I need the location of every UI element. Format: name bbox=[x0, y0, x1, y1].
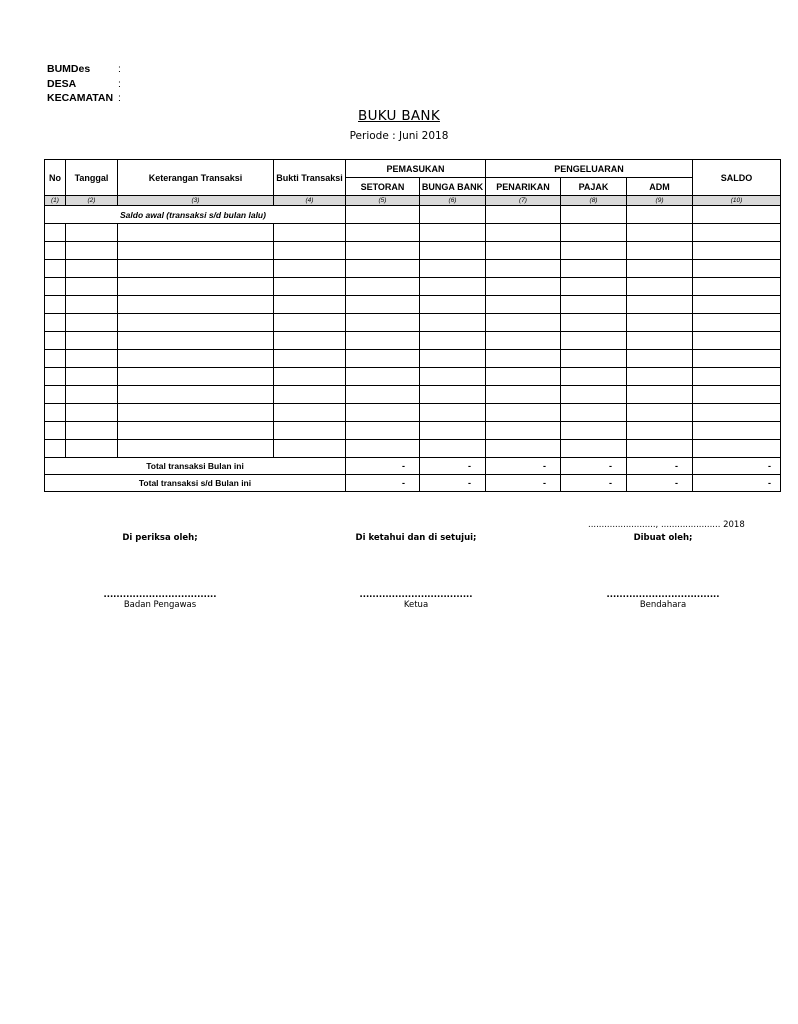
col-index: (7) bbox=[486, 196, 561, 206]
table-cell bbox=[346, 296, 420, 314]
table-cell bbox=[693, 278, 781, 296]
document-period: Periode : Juni 2018 bbox=[349, 130, 449, 142]
table-cell bbox=[486, 278, 561, 296]
col-header-penarikan: PENARIKAN bbox=[486, 178, 561, 196]
table-cell bbox=[45, 278, 66, 296]
table-cell bbox=[346, 440, 420, 458]
table-cell bbox=[274, 440, 346, 458]
table-cell bbox=[45, 350, 66, 368]
table-row bbox=[45, 260, 781, 278]
total-value: - bbox=[693, 475, 781, 492]
signature-line: ................................... bbox=[359, 590, 473, 600]
table-cell bbox=[66, 314, 118, 332]
table-cell bbox=[45, 404, 66, 422]
table-row bbox=[45, 422, 781, 440]
cell bbox=[486, 206, 561, 224]
table-cell bbox=[346, 314, 420, 332]
col-index: (3) bbox=[118, 196, 274, 206]
table-cell bbox=[486, 350, 561, 368]
table-cell bbox=[561, 278, 627, 296]
table-cell bbox=[274, 350, 346, 368]
table-cell bbox=[66, 224, 118, 242]
col-index: (1) bbox=[45, 196, 66, 206]
table-cell bbox=[420, 260, 486, 278]
table-cell bbox=[118, 314, 274, 332]
col-index: (10) bbox=[693, 196, 781, 206]
cell bbox=[627, 206, 693, 224]
document-title: BUKU BANK bbox=[358, 108, 440, 124]
table-cell bbox=[561, 260, 627, 278]
table-cell bbox=[486, 386, 561, 404]
table-cell bbox=[66, 242, 118, 260]
col-header-keterangan: Keterangan Transaksi bbox=[118, 160, 274, 196]
field-label: KECAMATAN bbox=[47, 92, 114, 104]
total-value: - bbox=[627, 458, 693, 475]
table-row bbox=[45, 296, 781, 314]
table-cell bbox=[274, 224, 346, 242]
table-cell bbox=[561, 368, 627, 386]
table-cell bbox=[118, 242, 274, 260]
table-cell bbox=[346, 368, 420, 386]
table-cell bbox=[627, 224, 693, 242]
table-row bbox=[45, 386, 781, 404]
table-cell bbox=[66, 404, 118, 422]
table-cell bbox=[693, 386, 781, 404]
table-cell bbox=[420, 386, 486, 404]
table-cell bbox=[627, 440, 693, 458]
table-cell bbox=[66, 368, 118, 386]
table-cell bbox=[274, 332, 346, 350]
table-cell bbox=[346, 332, 420, 350]
signature-block-bendahara bbox=[583, 533, 743, 610]
table-cell bbox=[66, 386, 118, 404]
table-cell bbox=[693, 242, 781, 260]
table-cell bbox=[66, 260, 118, 278]
table-cell bbox=[274, 278, 346, 296]
table-cell bbox=[118, 404, 274, 422]
signature-block-ketua bbox=[336, 533, 496, 610]
table-cell bbox=[561, 224, 627, 242]
col-header-adm: ADM bbox=[627, 178, 693, 196]
field-desa bbox=[47, 77, 121, 92]
total-value: - bbox=[627, 475, 693, 492]
column-index-row bbox=[45, 196, 781, 206]
table-cell bbox=[627, 350, 693, 368]
signature-role: Bendahara bbox=[639, 600, 687, 610]
table-cell bbox=[274, 404, 346, 422]
table-cell bbox=[45, 422, 66, 440]
table-row bbox=[45, 440, 781, 458]
signature-caption: Di ketahui dan di setujui; bbox=[355, 533, 477, 543]
table-cell bbox=[627, 260, 693, 278]
field-label: BUMDes bbox=[47, 63, 91, 75]
table-cell bbox=[420, 242, 486, 260]
table-cell bbox=[45, 314, 66, 332]
table-cell bbox=[693, 314, 781, 332]
total-value: - bbox=[693, 458, 781, 475]
table-cell bbox=[486, 440, 561, 458]
table-cell bbox=[486, 314, 561, 332]
table-cell bbox=[346, 386, 420, 404]
table-cell bbox=[627, 332, 693, 350]
table-cell bbox=[66, 422, 118, 440]
table-cell bbox=[486, 332, 561, 350]
col-header-pajak: PAJAK bbox=[561, 178, 627, 196]
table-cell bbox=[274, 368, 346, 386]
total-value: - bbox=[486, 475, 561, 492]
table-cell bbox=[693, 296, 781, 314]
table-cell bbox=[45, 386, 66, 404]
table-cell bbox=[346, 260, 420, 278]
table-cell bbox=[693, 224, 781, 242]
signature-caption: Di periksa oleh; bbox=[122, 533, 198, 543]
table-cell bbox=[118, 440, 274, 458]
table-cell bbox=[45, 296, 66, 314]
table-cell bbox=[45, 242, 66, 260]
table-cell bbox=[561, 404, 627, 422]
col-index: (2) bbox=[66, 196, 118, 206]
total-value: - bbox=[346, 458, 420, 475]
total-value: - bbox=[561, 458, 627, 475]
signature-role: Ketua bbox=[403, 600, 429, 610]
table-cell bbox=[561, 314, 627, 332]
total-value: - bbox=[561, 475, 627, 492]
header-fields bbox=[47, 62, 121, 106]
table-cell bbox=[346, 242, 420, 260]
table-cell bbox=[420, 278, 486, 296]
table-cell bbox=[693, 440, 781, 458]
table-cell bbox=[561, 332, 627, 350]
table-cell bbox=[118, 278, 274, 296]
entry-rows bbox=[45, 224, 781, 458]
total-label: Total transaksi s/d Bulan ini bbox=[45, 475, 346, 492]
table-cell bbox=[118, 386, 274, 404]
total-value: - bbox=[346, 475, 420, 492]
table-cell bbox=[420, 404, 486, 422]
field-colon: : bbox=[118, 92, 121, 104]
table-cell bbox=[346, 422, 420, 440]
cell bbox=[561, 206, 627, 224]
table-cell bbox=[45, 368, 66, 386]
table-cell bbox=[693, 404, 781, 422]
table-cell bbox=[274, 296, 346, 314]
table-cell bbox=[420, 368, 486, 386]
table-cell bbox=[486, 296, 561, 314]
table-cell bbox=[346, 404, 420, 422]
saldo-awal-row bbox=[45, 206, 781, 224]
field-label: DESA bbox=[47, 77, 77, 90]
cell bbox=[420, 206, 486, 224]
col-header-setoran: SETORAN bbox=[346, 178, 420, 196]
total-value: - bbox=[486, 458, 561, 475]
table-cell bbox=[693, 368, 781, 386]
table-cell bbox=[693, 350, 781, 368]
cell bbox=[693, 206, 781, 224]
signing-date-line: ........................., ...................... 2018 bbox=[588, 520, 745, 530]
table-cell bbox=[627, 242, 693, 260]
signature-caption: Dibuat oleh; bbox=[633, 533, 693, 543]
table-cell bbox=[118, 260, 274, 278]
col-index: (9) bbox=[627, 196, 693, 206]
table-cell bbox=[420, 332, 486, 350]
field-kecamatan bbox=[47, 91, 121, 106]
field-colon: : bbox=[118, 63, 121, 75]
table-row bbox=[45, 224, 781, 242]
table-cell bbox=[274, 260, 346, 278]
table-cell bbox=[627, 368, 693, 386]
col-header-bukti: Bukti Transaksi bbox=[274, 160, 346, 196]
table-cell bbox=[486, 242, 561, 260]
table-cell bbox=[66, 350, 118, 368]
table-cell bbox=[66, 440, 118, 458]
table-cell bbox=[561, 350, 627, 368]
table-cell bbox=[486, 422, 561, 440]
col-header-no: No bbox=[45, 160, 66, 196]
table-row bbox=[45, 404, 781, 422]
table-cell bbox=[118, 296, 274, 314]
table-cell bbox=[420, 296, 486, 314]
table-cell bbox=[274, 386, 346, 404]
table-cell bbox=[486, 368, 561, 386]
total-value: - bbox=[420, 458, 486, 475]
table-cell bbox=[45, 332, 66, 350]
ledger-table bbox=[44, 159, 781, 492]
table-cell bbox=[627, 386, 693, 404]
table-cell bbox=[66, 332, 118, 350]
table-cell bbox=[45, 440, 66, 458]
table-cell bbox=[627, 404, 693, 422]
table-cell bbox=[693, 260, 781, 278]
table-row bbox=[45, 350, 781, 368]
table-cell bbox=[486, 224, 561, 242]
total-value: - bbox=[420, 475, 486, 492]
signature-line: ................................... bbox=[606, 590, 720, 600]
col-index: (4) bbox=[274, 196, 346, 206]
table-row bbox=[45, 332, 781, 350]
table-cell bbox=[118, 422, 274, 440]
signature-role: Badan Pengawas bbox=[123, 600, 197, 610]
col-index: (8) bbox=[561, 196, 627, 206]
total-row-this-month bbox=[45, 458, 781, 475]
table-cell bbox=[561, 242, 627, 260]
table-cell bbox=[420, 314, 486, 332]
table-cell bbox=[561, 422, 627, 440]
table-cell bbox=[561, 386, 627, 404]
field-colon: : bbox=[118, 77, 121, 90]
header-row-1 bbox=[45, 160, 781, 178]
col-header-saldo: SALDO bbox=[693, 160, 781, 196]
table-cell bbox=[693, 422, 781, 440]
table-cell bbox=[561, 440, 627, 458]
signature-block-pengawas bbox=[80, 533, 240, 610]
table-cell bbox=[627, 296, 693, 314]
table-cell bbox=[45, 260, 66, 278]
col-header-bunga-bank: BUNGA BANK bbox=[420, 178, 486, 196]
signature-line: ................................... bbox=[103, 590, 217, 600]
table-cell bbox=[118, 350, 274, 368]
table-cell bbox=[561, 296, 627, 314]
table-cell bbox=[627, 422, 693, 440]
table-cell bbox=[66, 296, 118, 314]
table-row bbox=[45, 278, 781, 296]
table-cell bbox=[420, 350, 486, 368]
saldo-awal-label: Saldo awal (transaksi s/d bulan lalu) bbox=[45, 206, 346, 224]
table-cell bbox=[45, 224, 66, 242]
total-row-cumulative bbox=[45, 475, 781, 492]
table-cell bbox=[66, 278, 118, 296]
table-row bbox=[45, 242, 781, 260]
col-header-pemasukan: PEMASUKAN bbox=[346, 160, 486, 178]
table-cell bbox=[118, 368, 274, 386]
table-cell bbox=[346, 224, 420, 242]
table-cell bbox=[693, 332, 781, 350]
table-cell bbox=[627, 278, 693, 296]
table-cell bbox=[118, 224, 274, 242]
table-cell bbox=[486, 404, 561, 422]
table-cell bbox=[118, 332, 274, 350]
table-cell bbox=[274, 422, 346, 440]
table-cell bbox=[274, 314, 346, 332]
total-label: Total transaksi Bulan ini bbox=[45, 458, 346, 475]
table-cell bbox=[346, 278, 420, 296]
table-cell bbox=[274, 242, 346, 260]
col-index: (6) bbox=[420, 196, 486, 206]
table-cell bbox=[420, 422, 486, 440]
field-bumdes bbox=[47, 62, 121, 77]
cell bbox=[346, 206, 420, 224]
table-row bbox=[45, 314, 781, 332]
col-index: (5) bbox=[346, 196, 420, 206]
table-cell bbox=[627, 314, 693, 332]
table-cell bbox=[420, 224, 486, 242]
col-header-pengeluaran: PENGELUARAN bbox=[486, 160, 693, 178]
table-cell bbox=[346, 350, 420, 368]
table-cell bbox=[420, 440, 486, 458]
table-row bbox=[45, 368, 781, 386]
col-header-tanggal: Tanggal bbox=[66, 160, 118, 196]
table-cell bbox=[486, 260, 561, 278]
